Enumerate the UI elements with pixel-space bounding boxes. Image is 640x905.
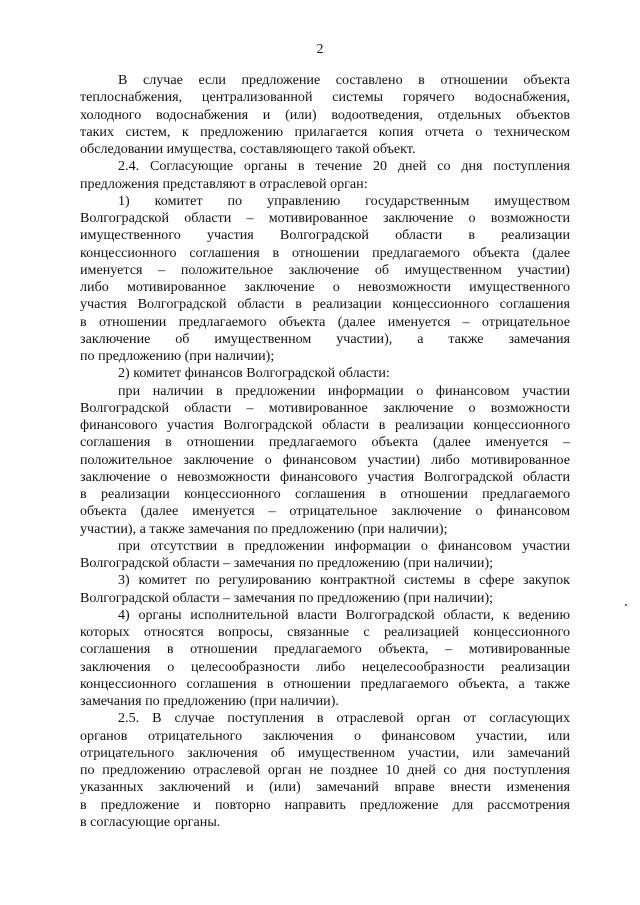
text-line: В случае если предложение составлено в отношении объекта <box>118 72 570 88</box>
text-line: при наличии в предложении информации о финансовом участии <box>118 382 570 399</box>
text-line: в согласующие органы. <box>80 813 221 830</box>
text-line: Волгоградской области – замечания по предложению (при наличии); <box>80 589 494 606</box>
text-line: именуется – положительное заключение об имущественном участии) <box>80 261 570 278</box>
text-line: в реализации концессионного соглашения в отношении предлагаемого <box>80 486 570 502</box>
text-line: концессионного соглашения в отношении предлагаемого объекта, а также <box>80 675 570 692</box>
text-line: указанных заключений и (или) замечаний вправе внести изменения <box>80 779 570 796</box>
text-line: Волгоградской области – мотивированное заключение о возможности <box>80 399 570 416</box>
text-line: 4) органы исполнительной власти Волгоградской области, к ведению <box>118 606 570 623</box>
text-line: финансового участия Волгоградской области в реализации концессионного <box>80 417 570 433</box>
text-line: заключения о целесообразности либо нецелесообразности реализации <box>80 658 570 675</box>
text-line: по предложению (при наличии); <box>80 348 275 364</box>
text-line: 2) комитет финансов Волгоградской области: <box>118 365 390 382</box>
text-line: 1) комитет по управлению государственным имуществом <box>118 192 570 209</box>
text-line: таких систем, к предложению прилагается копия отчета о техническом <box>80 123 570 140</box>
text-line: соглашения в отношении предлагаемого объекта, – мотивированные <box>80 641 570 658</box>
text-line: Волгоградской области – замечания по предложению (при наличии); <box>80 555 494 571</box>
text-line: которых относятся вопросы, связанные с реализацией концессионного <box>80 624 570 640</box>
scan-speck <box>625 604 627 606</box>
text-line: участии), а также замечания по предложению (при наличии); <box>80 520 448 537</box>
text-line: заключение об имущественном участии), а также замечания <box>80 330 570 347</box>
text-line: теплоснабжения, централизованной системы горячего водоснабжения, <box>80 89 570 106</box>
text-line: органов отрицательного заключения о финансовом участии, или <box>80 727 570 744</box>
text-line: положительное заключение о финансовом участии) либо мотивированное <box>80 451 570 468</box>
page-number: 2 <box>316 42 324 57</box>
text-line: отрицательного заключения об имущественном участии, или замечаний <box>80 744 570 761</box>
text-line: замечания по предложению (при наличии). <box>80 693 339 709</box>
text-line: предложения представляют в отраслевой орган: <box>80 175 368 192</box>
text-line: по предложению отраслевой орган не позднее 10 дней со дня поступления <box>80 762 570 778</box>
text-line: заключение о невозможности финансового участия Волгоградской области <box>80 468 570 485</box>
text-line: объекта (далее именуется – отрицательное заключение о финансовом <box>80 503 570 520</box>
text-line: 2.5. В случае поступления в отраслевой орган от согласующих <box>118 710 570 727</box>
text-line: 3) комитет по регулированию контрактной системы в сфере закупок <box>118 572 570 589</box>
text-line: холодного водоснабжения и (или) водоотведения, отдельных объектов <box>80 106 570 123</box>
text-line: обследовании имущества, составляющего такой объект. <box>80 141 416 157</box>
text-line: концессионного соглашения в отношении предлагаемого объекта (далее <box>80 244 570 261</box>
text-line: 2.4. Согласующие органы в течение 20 дней со дня поступления <box>118 158 570 175</box>
text-line: в отношении предлагаемого объекта (далее именуется – отрицательное <box>80 313 570 330</box>
text-line: соглашения в отношении предлагаемого объекта (далее именуется – <box>80 434 570 451</box>
text-line: при отсутствии в предложении информации о финансовом участии <box>118 537 570 554</box>
text-line: Волгоградской области – мотивированное заключение о возможности <box>80 210 570 226</box>
text-line: имущественного участия Волгоградской области в реализации <box>80 227 570 244</box>
document-body <box>80 72 570 831</box>
text-line: в предложение и повторно направить предложение для рассмотрения <box>80 796 570 813</box>
text-line: участия Волгоградской области в реализации концессионного соглашения <box>80 296 570 313</box>
text-line: либо мотивированное заключение о невозможности имущественного <box>80 279 570 295</box>
